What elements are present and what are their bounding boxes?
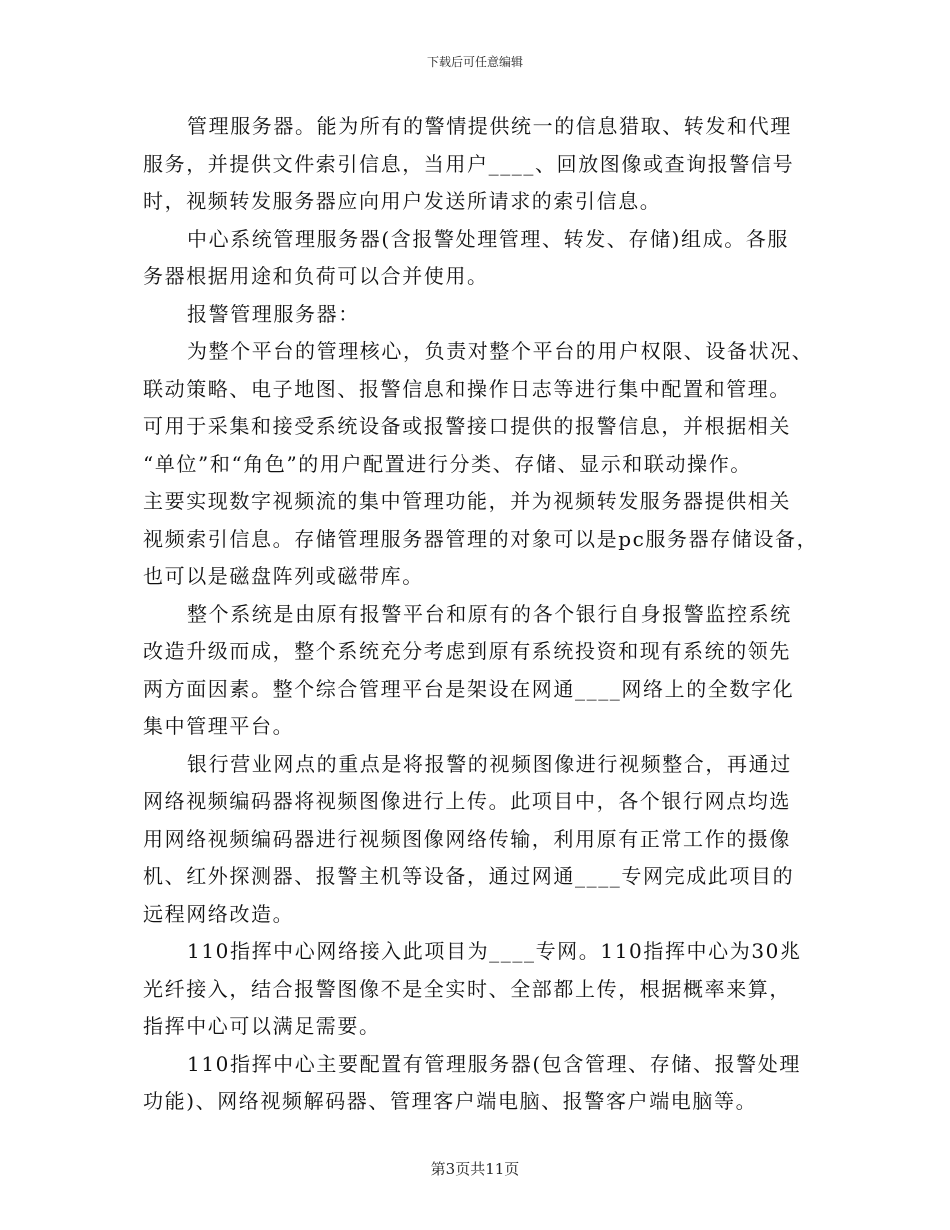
page-footer: 第3页共11页 bbox=[430, 1160, 520, 1178]
text-line: 银行营业网点的重点是将报警的视频图像进行视频整合，再通过 bbox=[187, 751, 792, 776]
text-line: 两方面因素。整个综合管理平台是架设在网通____网络上的全数字化 bbox=[143, 676, 795, 701]
text-line: 时，视频转发服务器应向用户发送所请求的索引信息。 bbox=[143, 189, 662, 213]
text-line: 指挥中心可以满足需要。 bbox=[143, 1014, 381, 1038]
text-line: 光纤接入，结合报警图像不是全实时、全部都上传，根据概率来算， bbox=[143, 976, 791, 1001]
text-line: 机、红外探测器、报警主机等设备，通过网通____专网完成此项目的 bbox=[143, 864, 795, 888]
body-text bbox=[143, 108, 823, 1121]
text-line: 用网络视频编码器进行视频图像网络传输，利用原有正常工作的摄像 bbox=[143, 826, 791, 851]
text-line: 110指挥中心网络接入此项目为____专网。110指挥中心为30兆 bbox=[187, 939, 802, 963]
text-line: 网络视频编码器将视频图像进行上传。此项目中，各个银行网点均选 bbox=[143, 789, 791, 813]
text-line: 主要实现数字视频流的集中管理功能，并为视频转发服务器提供相关 bbox=[143, 489, 791, 513]
text-line: 管理服务器。能为所有的警情提供统一的信息猎取、转发和代理 bbox=[187, 114, 792, 138]
text-line: 整个系统是由原有报警平台和原有的各个银行自身报警监控系统 bbox=[187, 601, 792, 626]
text-line: 视频索引信息。存储管理服务器管理的对象可以是pc服务器存储设备， bbox=[143, 526, 819, 551]
text-line: 功能)、网络视频解码器、管理客户端电脑、报警客户端电脑等。 bbox=[143, 1089, 758, 1113]
text-line: “单位”和“角色”的用户配置进行分类、存储、显示和联动操作。 bbox=[143, 451, 752, 476]
text-line: 联动策略、电子地图、报警信息和操作日志等进行集中配置和管理。 bbox=[143, 376, 791, 401]
text-line: 集中管理平台。 bbox=[143, 714, 295, 738]
text-line: 为整个平台的管理核心，负责对整个平台的用户权限、设备状况、 bbox=[187, 339, 814, 363]
text-line: 可用于采集和接受系统设备或报警接口提供的报警信息，并根据相关 bbox=[143, 414, 791, 438]
text-line: 远程网络改造。 bbox=[143, 901, 295, 926]
text-line: 110指挥中心主要配置有管理服务器(包含管理、存储、报警处理 bbox=[187, 1051, 801, 1076]
text-line: 服务，并提供文件索引信息，当用户____、回放图像或查询报警信号 bbox=[143, 151, 795, 176]
text-line: 中心系统管理服务器(含报警处理管理、转发、存储)组成。各服 bbox=[187, 226, 790, 251]
text-line: 也可以是磁盘阵列或磁带库。 bbox=[143, 564, 424, 588]
text-line: 务器根据用途和负荷可以合并使用。 bbox=[143, 264, 489, 288]
text-line: 改造升级而成，整个系统充分考虑到原有系统投资和现有系统的领先 bbox=[143, 639, 791, 663]
page-header: 下载后可任意编辑 bbox=[426, 55, 523, 69]
text-line: 报警管理服务器： bbox=[187, 301, 360, 326]
